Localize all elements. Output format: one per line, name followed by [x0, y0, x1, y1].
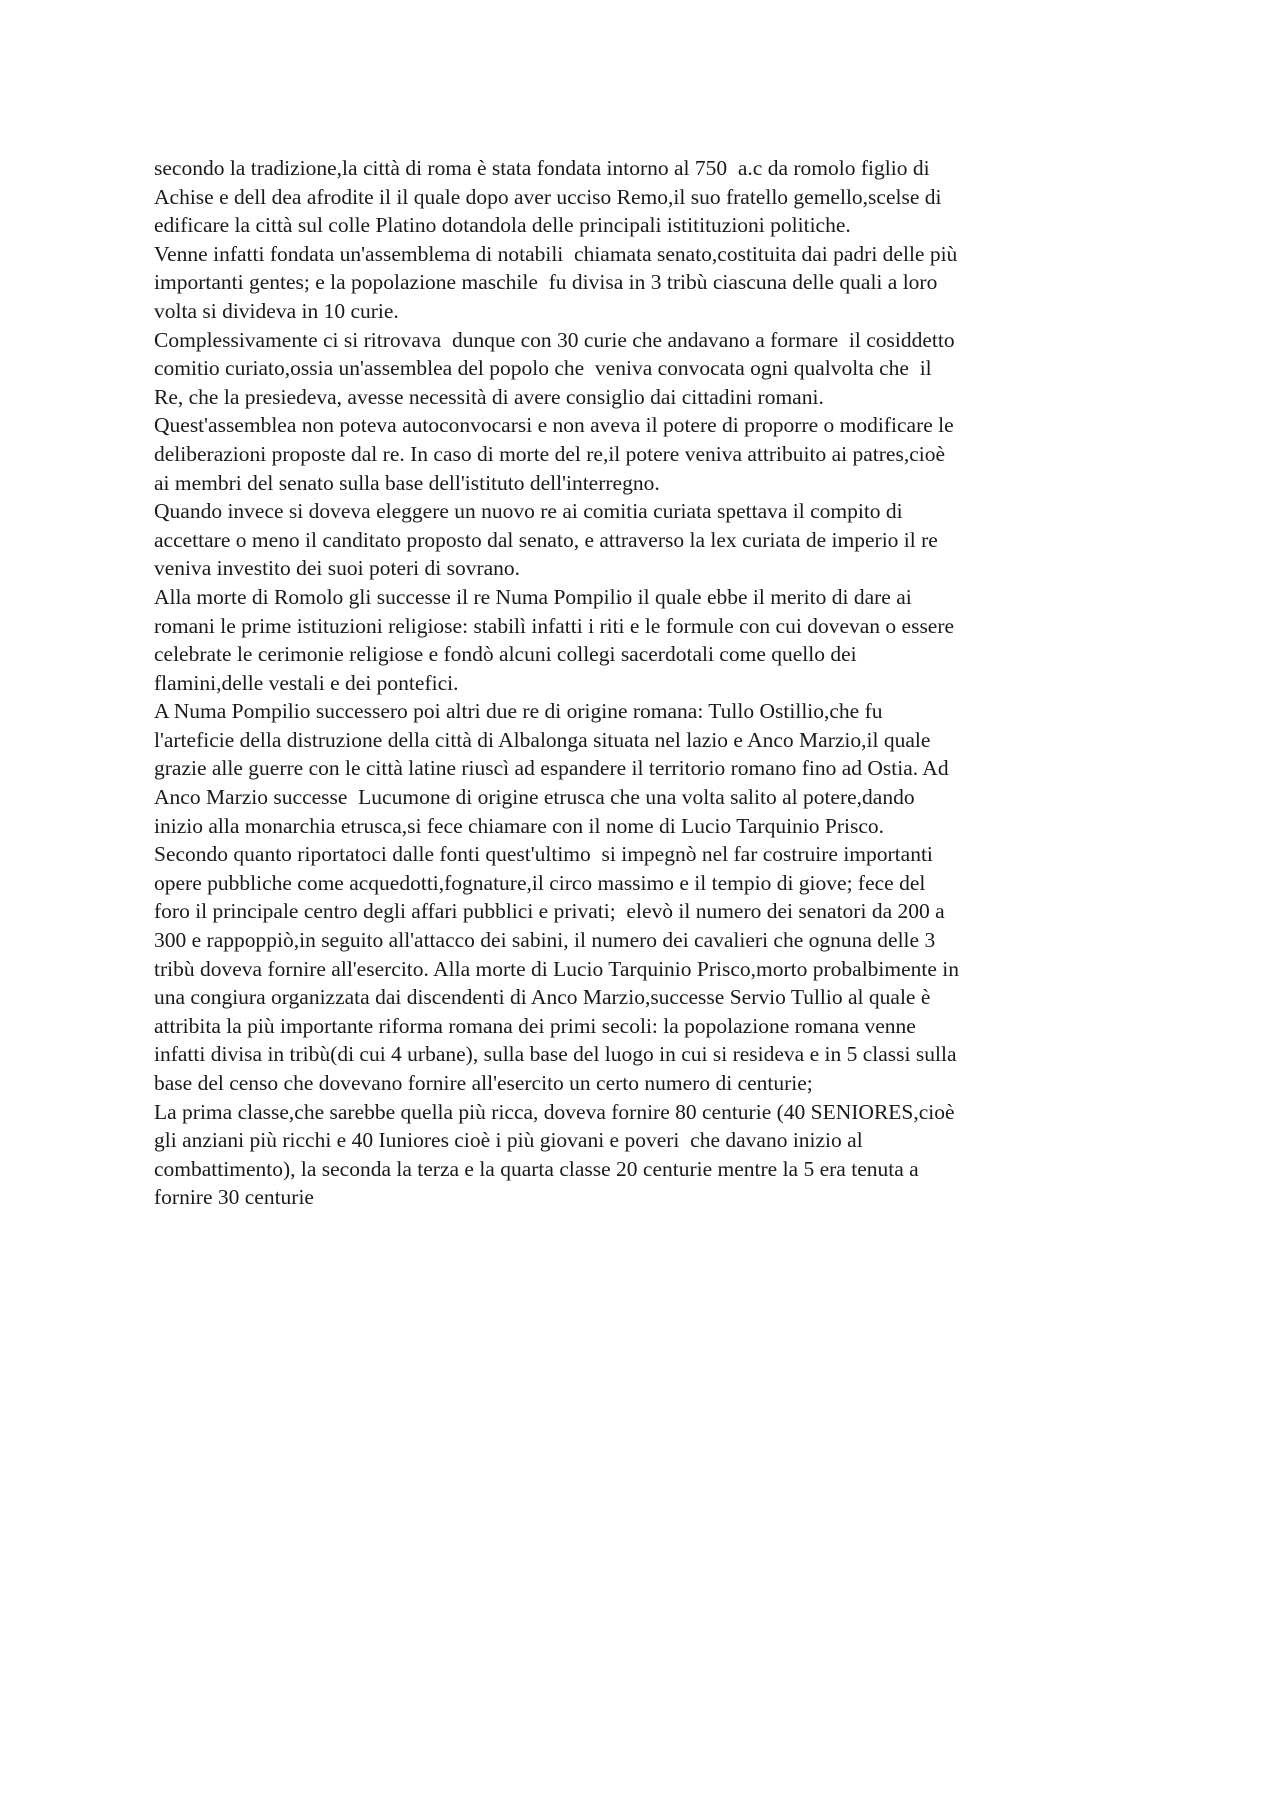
text-line: Anco Marzio successe Lucumone di origine etrusca che una volta salito al potere,dando: [154, 785, 915, 810]
document-body: [154, 154, 1134, 1212]
text-line: 300 e rappoppiò,in seguito all'attacco dei sabini, il numero dei cavalieri che ognuna delle 3: [154, 928, 936, 953]
paragraph-first-class: [154, 1098, 1134, 1212]
paragraph-king-election: [154, 497, 1134, 583]
text-line: importanti gentes; e la popolazione maschile fu divisa in 3 tribù ciascuna delle quali a loro: [154, 270, 938, 295]
paragraph-assembly-powers: [154, 411, 1134, 497]
text-line: Quest'assemblea non poteva autoconvocarsi e non aveva il potere di proporre o modificare le: [154, 413, 954, 438]
paragraph-numa-pompilio: [154, 583, 1134, 697]
text-line: accettare o meno il canditato proposto dal senato, e attraverso la lex curiata de imperio il re: [154, 527, 938, 552]
text-line: Complessivamente ci si ritrovava dunque con 30 curie che andavano a formare il cosiddetto: [154, 327, 955, 352]
text-line: Achise e dell dea afrodite il il quale dopo aver ucciso Remo,il suo fratello gemello,scelse di: [154, 184, 942, 209]
text-line: fornire 30 centurie: [154, 1185, 314, 1210]
text-line: l'arteficie della distruzione della città di Albalonga situata nel lazio e Anco Marzio,il quale: [154, 727, 931, 752]
text-line: infatti divisa in tribù(di cui 4 urbane), sulla base del luogo in cui si resideva e in 5 classi sulla: [154, 1042, 957, 1067]
text-line: gli anziani più ricchi e 40 Iuniores cioè i più giovani e poveri che davano inizio al: [154, 1128, 863, 1153]
text-line: opere pubbliche come acquedotti,fognature,il circo massimo e il tempio di giove; fece del: [154, 870, 926, 895]
text-line: tribù doveva fornire all'esercito. Alla morte di Lucio Tarquinio Prisco,morto probalbimente in: [154, 956, 960, 981]
paragraph-tarquinio-servio: [154, 840, 1134, 1097]
paragraph-successors: [154, 697, 1134, 840]
text-line: Secondo quanto riportatoci dalle fonti quest'ultimo si impegnò nel far costruire importanti: [154, 842, 933, 867]
text-line: Quando invece si doveva eleggere un nuovo re ai comitia curiata spettava il compito di: [154, 499, 903, 524]
text-line: edificare la città sul colle Platino dotandola delle principali istitituzioni politiche.: [154, 213, 851, 238]
text-line: combattimento), la seconda la terza e la quarta classe 20 centurie mentre la 5 era tenuta a: [154, 1156, 919, 1181]
text-line: romani le prime istituzioni religiose: stabilì infatti i riti e le formule con cui dovevan o essere: [154, 613, 955, 638]
text-line: La prima classe,che sarebbe quella più ricca, doveva fornire 80 centurie (40 SENIORES,cioè: [154, 1099, 955, 1124]
paragraph-comitia: [154, 326, 1134, 412]
text-line: una congiura organizzata dai discendenti di Anco Marzio,successe Servio Tullio al quale è: [154, 985, 931, 1010]
text-line: Re, che la presiedeva, avesse necessità di avere consiglio dai cittadini romani.: [154, 384, 824, 409]
text-line: foro il principale centro degli affari pubblici e privati; elevò il numero dei senatori da 200 a: [154, 899, 945, 924]
text-line: veniva investito dei suoi poteri di sovrano.: [154, 556, 521, 581]
text-line: base del censo che dovevano fornire all'esercito un certo numero di centurie;: [154, 1071, 813, 1095]
paragraph-founding: [154, 154, 1134, 240]
text-line: volta si divideva in 10 curie.: [154, 298, 399, 323]
text-line: A Numa Pompilio successero poi altri due re di origine romana: Tullo Ostillio,che fu: [154, 699, 883, 724]
text-line: deliberazioni proposte dal re. In caso di morte del re,il potere veniva attribuito ai patres,cioè: [154, 441, 946, 466]
text-line: ai membri del senato sulla base dell'istituto dell'interregno.: [154, 470, 660, 495]
text-line: grazie alle guerre con le città latine riuscì ad espandere il territorio romano fino ad Ostia. Ad: [154, 756, 949, 781]
paragraph-senate: [154, 240, 1134, 326]
text-line: inizio alla monarchia etrusca,si fece chiamare con il nome di Lucio Tarquinio Prisco.: [154, 813, 885, 838]
text-line: flamini,delle vestali e dei pontefici.: [154, 670, 459, 695]
text-line: Venne infatti fondata un'assemblema di notabili chiamata senato,costituita dai padri delle più: [154, 241, 958, 266]
text-line: celebrate le cerimonie religiose e fondò alcuni collegi sacerdotali come quello dei: [154, 642, 857, 667]
text-line: attribita la più importante riforma romana dei primi secoli: la popolazione romana venne: [154, 1013, 916, 1038]
text-line: secondo la tradizione,la città di roma è stata fondata intorno al 750 a.c da romolo figlio di: [154, 156, 930, 180]
text-line: Alla morte di Romolo gli successe il re Numa Pompilio il quale ebbe il merito di dare ai: [154, 584, 912, 609]
text-line: comitio curiato,ossia un'assemblea del popolo che veniva convocata ogni qualvolta che il: [154, 356, 932, 381]
